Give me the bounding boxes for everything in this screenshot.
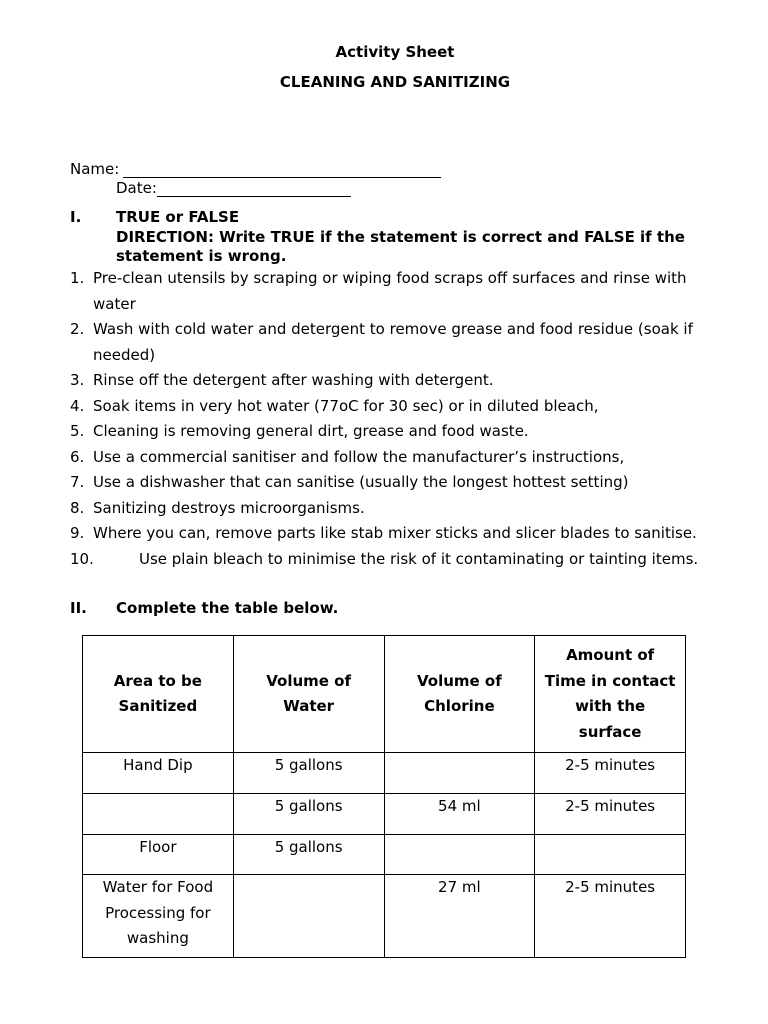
cell-chlorine[interactable]: 54 ml [384, 794, 535, 835]
cell-time[interactable]: 2-5 minutes [535, 875, 686, 958]
table-row [83, 835, 686, 875]
list-item: 8. Sanitizing destroys microorganisms. [70, 498, 365, 517]
header-water: Volume of Water [233, 636, 384, 753]
cell-time[interactable] [535, 835, 686, 875]
cell-area[interactable]: Water for Food Processing for washing [83, 875, 234, 958]
list-item: 6. Use a commercial sanitiser and follow the manufacturer’s instructions, [70, 447, 625, 466]
cell-water[interactable]: 5 gallons [233, 753, 384, 794]
list-item: 7. Use a dishwasher that can sanitise (usually the longest hottest setting) [70, 473, 629, 491]
table-row [83, 753, 686, 794]
table-header-row [83, 636, 686, 753]
cell-water[interactable]: 5 gallons [233, 794, 384, 835]
list-item: 5. Cleaning is removing general dirt, grease and food waste. [70, 422, 529, 440]
header-chlorine: Volume of Chlorine [384, 636, 535, 753]
cell-time[interactable]: 2-5 minutes [535, 794, 686, 835]
date-blank-line[interactable] [157, 181, 351, 197]
cell-area[interactable]: Hand Dip [83, 753, 234, 794]
cell-area[interactable]: Floor [83, 835, 234, 875]
date-field[interactable] [116, 179, 351, 197]
name-field[interactable] [70, 160, 441, 178]
section-2-title: Complete the table below. [116, 599, 339, 617]
list-item: 4. Soak items in very hot water (77oC for 30 sec) or in diluted bleach, [70, 396, 599, 415]
section-1-direction: DIRECTION: Write TRUE if the statement is correct and FALSE if the statement is wrong. [116, 228, 685, 265]
list-item: 9. Where you can, remove parts like stab mixer sticks and slicer blades to sanitise. [70, 524, 697, 542]
section-2-number: II. [70, 599, 87, 617]
cell-chlorine[interactable] [384, 835, 535, 875]
date-label: Date: [116, 179, 157, 197]
table-row [83, 794, 686, 835]
cell-water[interactable]: 5 gallons [233, 835, 384, 875]
header-time: Amount of Time in contact with the surface [535, 636, 686, 753]
cell-water[interactable] [233, 875, 384, 958]
name-label: Name: [70, 160, 120, 178]
section-1-number: I. [70, 208, 82, 226]
cell-chlorine[interactable]: 27 ml [384, 875, 535, 958]
sanitizing-table [82, 635, 686, 958]
page-title: Activity Sheet [335, 43, 455, 61]
true-false-list [70, 266, 730, 572]
header-area: Area to be Sanitized [83, 636, 234, 753]
list-item: 1. Pre-clean utensils by scraping or wiping food scraps off surfaces and rinse with water [70, 269, 687, 313]
cell-area[interactable] [83, 794, 234, 835]
name-blank-line[interactable] [123, 162, 441, 178]
list-item: 2. Wash with cold water and detergent to remove grease and food residue (soak if needed) [70, 320, 693, 364]
list-item: 10. Use plain bleach to minimise the risk of it contaminating or tainting items. [70, 549, 699, 568]
table-row [83, 875, 686, 958]
cell-chlorine[interactable] [384, 753, 535, 794]
section-1-title: TRUE or FALSE [116, 208, 240, 226]
cell-time[interactable]: 2-5 minutes [535, 753, 686, 794]
list-item: 3. Rinse off the detergent after washing with detergent. [70, 371, 494, 389]
page-subtitle: CLEANING AND SANITIZING [279, 73, 511, 91]
